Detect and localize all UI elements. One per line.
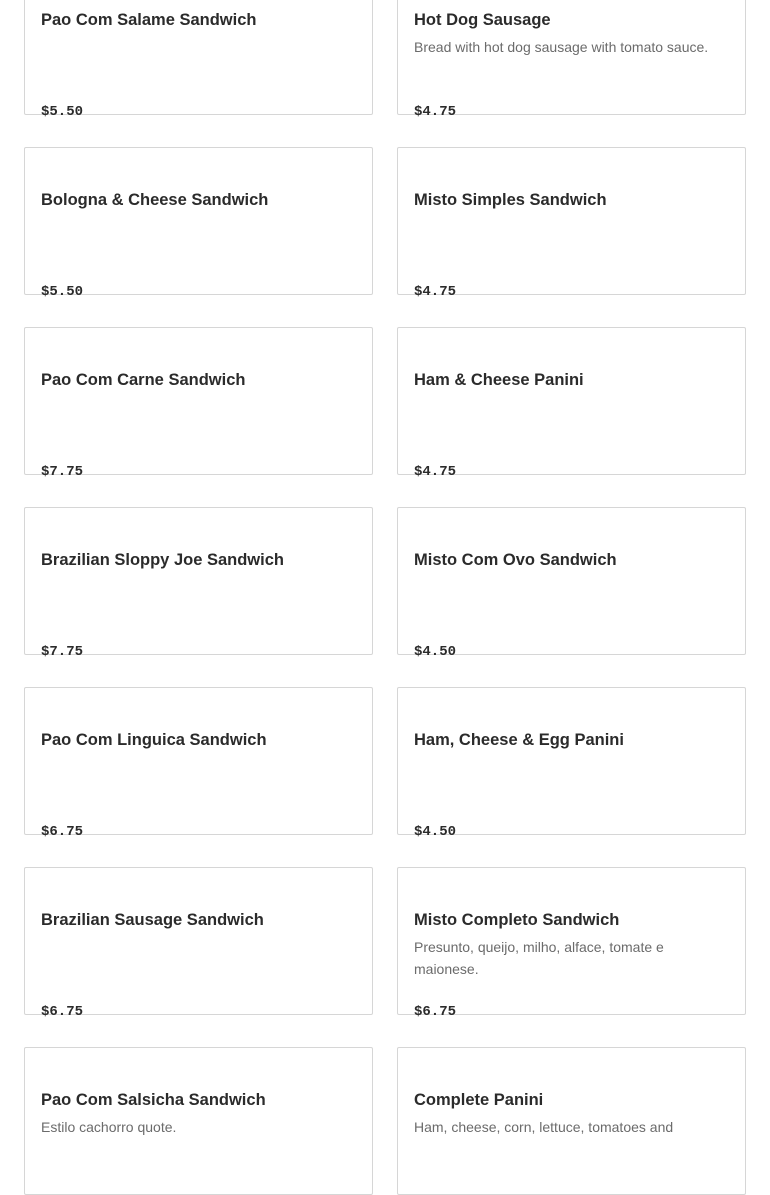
- item-price: $4.75: [414, 284, 457, 300]
- item-name: Hot Dog Sausage: [414, 11, 551, 29]
- item-name: Complete Panini: [414, 1091, 544, 1109]
- menu-item-card[interactable]: [24, 1047, 373, 1195]
- item-name: Misto Com Ovo Sandwich: [414, 551, 617, 569]
- item-name: Pao Com Salsicha Sandwich: [41, 1091, 266, 1109]
- menu-item-card[interactable]: [397, 867, 746, 1020]
- menu-item-card[interactable]: [24, 507, 373, 660]
- menu-item-card[interactable]: [24, 687, 373, 840]
- item-price: $4.50: [414, 644, 457, 660]
- item-name: Pao Com Salame Sandwich: [41, 11, 257, 29]
- menu-item-card[interactable]: [24, 0, 373, 120]
- item-price: $5.50: [41, 104, 84, 120]
- item-price: $7.75: [41, 644, 84, 660]
- item-name: Bologna & Cheese Sandwich: [41, 191, 269, 209]
- item-price: $6.75: [41, 824, 84, 840]
- menu-item-card[interactable]: [397, 507, 746, 660]
- item-name: Ham, Cheese & Egg Panini: [414, 731, 624, 749]
- item-description: Estilo cachorro quote.: [41, 1119, 177, 1135]
- item-name: Brazilian Sloppy Joe Sandwich: [41, 551, 284, 569]
- item-name: Misto Simples Sandwich: [414, 191, 607, 209]
- item-price: $4.75: [414, 104, 457, 120]
- item-name: Brazilian Sausage Sandwich: [41, 911, 264, 929]
- item-price: $4.50: [414, 824, 457, 840]
- item-description: Presunto, queijo, milho, alface, tomate e maionese.: [414, 939, 664, 977]
- menu-item-card[interactable]: [397, 1047, 746, 1195]
- item-description: Bread with hot dog sausage with tomato sauce.: [414, 39, 709, 55]
- item-price: $6.75: [41, 1004, 84, 1020]
- item-price: $4.75: [414, 464, 457, 480]
- item-name: Misto Completo Sandwich: [414, 911, 620, 929]
- menu-item-card[interactable]: [24, 147, 373, 300]
- item-name: Pao Com Carne Sandwich: [41, 371, 246, 389]
- item-name: Ham & Cheese Panini: [414, 371, 584, 389]
- item-price: $6.75: [414, 1004, 457, 1020]
- menu-item-card[interactable]: [24, 327, 373, 480]
- menu-grid: [24, 0, 746, 1195]
- menu-item-card[interactable]: [24, 867, 373, 1020]
- menu-item-card[interactable]: [397, 0, 746, 120]
- menu-item-card[interactable]: [397, 687, 746, 840]
- menu-item-card[interactable]: [397, 147, 746, 300]
- item-name: Pao Com Linguica Sandwich: [41, 731, 267, 749]
- item-description: Ham, cheese, corn, lettuce, tomatoes and: [414, 1119, 674, 1135]
- item-price: $5.50: [41, 284, 84, 300]
- item-price: $7.75: [41, 464, 84, 480]
- menu-item-card[interactable]: [397, 327, 746, 480]
